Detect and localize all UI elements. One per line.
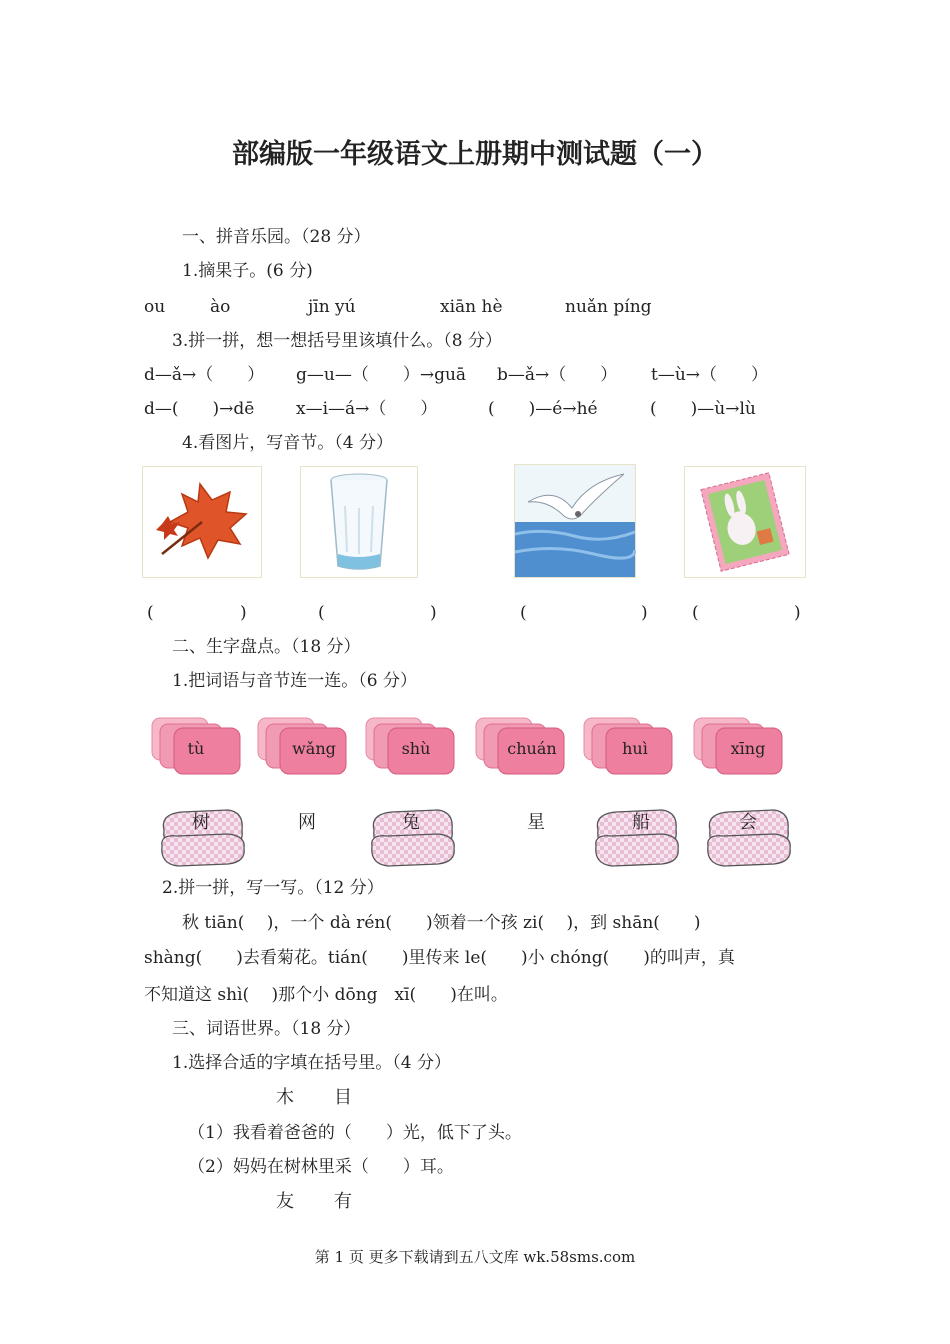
sentence-1: （1）我看着爸爸的（ ）光，低下了头。	[188, 1123, 522, 1143]
pinyin-label: tù	[187, 739, 205, 758]
pinyin-pillow	[256, 714, 348, 776]
hanzi-label: 网	[298, 812, 316, 833]
stamp-picture	[684, 466, 806, 578]
pinyin-item: nuǎn píng	[565, 297, 652, 317]
paragraph-line: 不知道这 shì( )那个小 dōng xī( )在叫。	[144, 985, 508, 1005]
spell-item: d—( )→dē	[144, 399, 255, 419]
question-2-1: 1.把词语与音节连一连。（6 分）	[172, 671, 417, 691]
section-2-heading: 二、生字盘点。（18 分）	[172, 637, 361, 657]
pinyin-label: shù	[401, 739, 431, 758]
pinyin-item: xiān hè	[440, 297, 503, 317]
answer-blank-close: )	[430, 603, 437, 623]
pinyin-label: wǎng	[292, 739, 336, 758]
hanzi-label: 星	[527, 812, 545, 833]
pinyin-pillow	[150, 714, 242, 776]
question-3-1: 1.选择合适的字填在括号里。（4 分）	[172, 1053, 451, 1073]
question-1-3: 3.拼一拼，想一想括号里该填什么。（8 分）	[172, 331, 502, 351]
seagull-picture	[514, 464, 636, 578]
answer-blank-close: )	[240, 603, 247, 623]
pinyin-label: chuán	[507, 739, 557, 758]
char-option: 友	[276, 1191, 294, 1212]
pinyin-label: xīng	[730, 739, 766, 758]
answer-blank-open: (	[147, 603, 154, 623]
paragraph-line: 秋 tiān( )，一个 dà rén( )领着一个孩 zi( )，到 shān( )	[182, 913, 701, 933]
hanzi-label: 树	[192, 812, 210, 833]
char-option: 木	[276, 1087, 294, 1108]
char-option: 有	[334, 1191, 352, 1212]
pinyin-item: ào	[210, 297, 231, 317]
spell-item: ( )—é→hé	[488, 399, 598, 419]
pinyin-pillow	[474, 714, 566, 776]
answer-blank-close: )	[641, 603, 648, 623]
question-2-2: 2.拼一拼，写一写。（12 分）	[162, 878, 384, 898]
question-1-4: 4.看图片，写音节。（4 分）	[182, 433, 393, 453]
hanzi-label: 兔	[402, 812, 420, 833]
pinyin-pillow	[692, 714, 784, 776]
pinyin-item: ou	[144, 297, 166, 317]
spell-item: b—ǎ→（ ）	[497, 365, 618, 385]
sentence-2: （2）妈妈在树林里采（ ）耳。	[188, 1157, 454, 1177]
paragraph-line: shàng( )去看菊花。tián( )里传来 le( )小 chóng( )的叫声，真	[144, 948, 735, 968]
section-1-heading: 一、拼音乐园。（28 分）	[182, 227, 371, 247]
hanzi-label: 会	[739, 812, 757, 833]
pinyin-item: jīn yú	[308, 297, 356, 317]
spell-item: t—ù→（ ）	[651, 365, 769, 385]
question-1-1: 1.摘果子。(6 分)	[182, 261, 313, 281]
pinyin-label: huì	[622, 739, 648, 758]
section-3-heading: 三、词语世界。（18 分）	[172, 1019, 361, 1039]
answer-blank-close: )	[794, 603, 801, 623]
page-footer: 第 1 页 更多下载请到五八文库 wk.58sms.com	[314, 1248, 636, 1266]
leaf-picture	[142, 466, 262, 578]
hanzi-label: 船	[632, 812, 650, 833]
glass-picture	[300, 466, 418, 578]
spell-item: x—i—á→（ ）	[296, 399, 438, 419]
spell-item: ( )—ù→lù	[650, 399, 756, 419]
spell-item: g—u—（ ）→guā	[296, 365, 467, 385]
pinyin-pillow	[364, 714, 456, 776]
answer-blank-open: (	[692, 603, 699, 623]
char-option: 目	[334, 1087, 352, 1108]
answer-blank-open: (	[318, 603, 325, 623]
pinyin-pillow	[582, 714, 674, 776]
answer-blank-open: (	[520, 603, 527, 623]
page-title: 部编版一年级语文上册期中测试题（一）	[232, 139, 718, 170]
spell-item: d—ǎ→（ ）	[144, 365, 265, 385]
